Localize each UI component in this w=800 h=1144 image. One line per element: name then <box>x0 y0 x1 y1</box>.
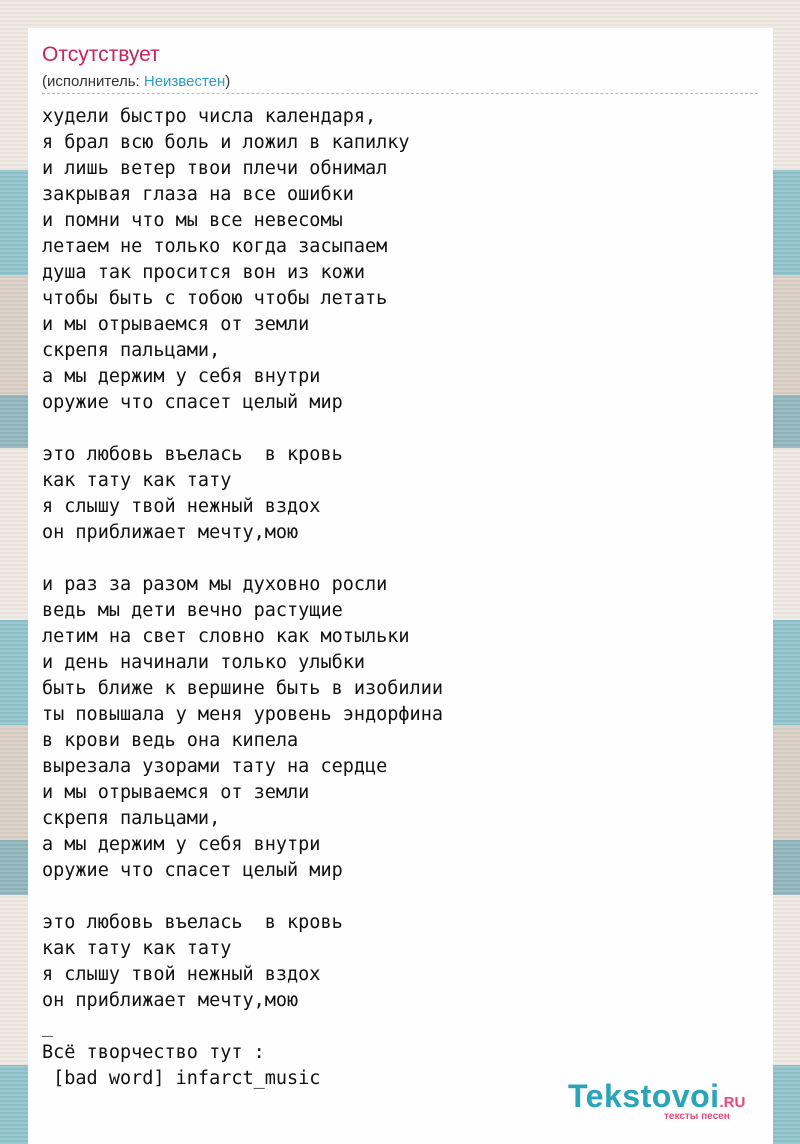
artist-link[interactable]: Неизвестен <box>143 73 226 90</box>
brand-tagline: тексты песен <box>664 1111 730 1122</box>
byline-prefix: (исполнитель: <box>42 73 144 90</box>
artist-byline <box>42 73 230 90</box>
lyrics-text: худели быстро числа календаря, я брал всю боль и ложил в капилку и лишь ветер твои плечи обнимал закрывая глаза на все ошибки и помни что мы все невесомы летаем не только когда засыпаем душа так просится вон из кожи чтобы быть с тобою чтобы летать и мы отрываемся от земли скрепя пальцами, а мы держим у себя внутри оружие что спасет целый мир это любовь въелась в кровь как тату как тату я слышу твой нежный вздох он приближает мечту,мою и раз за разом мы духовно росли ведь мы дети вечно растущие летим на свет словно как мотыльки и день начинали только улыбки быть ближе к вершине быть в изобилии ты повышала у меня уровень эндорфина в крови ведь она кипела вырезала узорами тату на сердце и мы отрываемся от земли скрепя пальцами, а мы держим у себя внутри оружие что спасет целый мир это любовь въелась в кровь как тату как тату я слышу твой нежный вздох он приближает мечту,мою _ Всё творчество тут : [bad word] infarct_music <box>42 106 443 1089</box>
song-title: Отсутствует <box>42 43 160 66</box>
divider <box>42 93 758 94</box>
brand-tld: .RU <box>719 1094 746 1111</box>
brand-logo <box>568 1078 745 1115</box>
byline-suffix: ) <box>225 73 231 90</box>
brand-name: Tekstovoi <box>568 1078 720 1114</box>
